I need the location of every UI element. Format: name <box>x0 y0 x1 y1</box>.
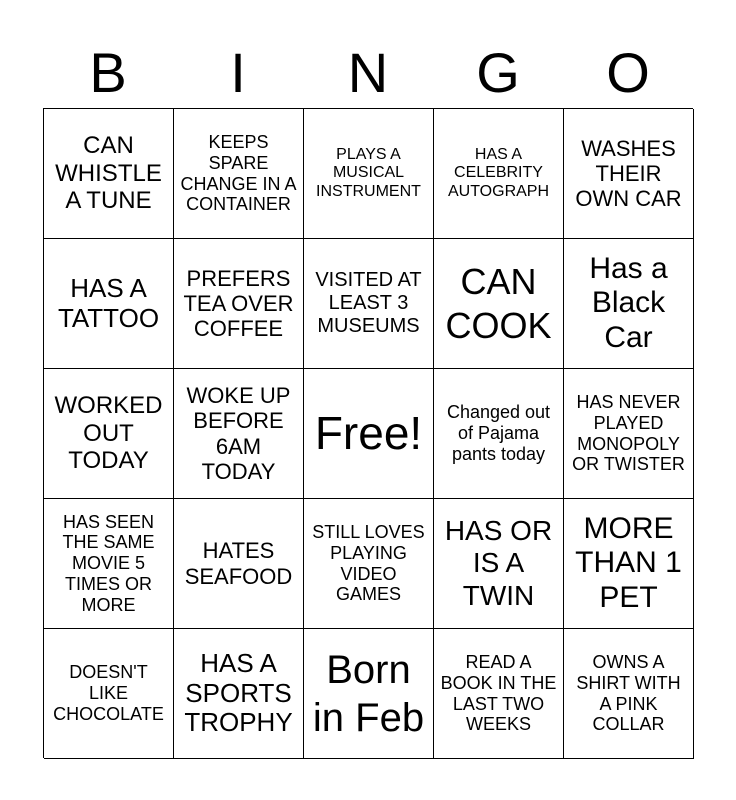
cell-text: WASHES THEIR OWN CAR <box>575 135 682 212</box>
bingo-cell[interactable] <box>564 629 694 759</box>
cell-text: HAS NEVER PLAYED MONOPOLY OR TWISTER <box>572 392 685 475</box>
cell-text: OWNS A SHIRT WITH A PINK COLLAR <box>576 652 681 735</box>
cell-text: HAS OR IS A TWIN <box>444 515 553 611</box>
bingo-cell[interactable] <box>304 629 434 759</box>
bingo-cell[interactable] <box>434 499 564 629</box>
cell-text: STILL LOVES PLAYING VIDEO GAMES <box>312 522 425 605</box>
bingo-cell[interactable] <box>174 239 304 369</box>
bingo-cell[interactable] <box>174 109 304 239</box>
bingo-cell[interactable] <box>434 629 564 759</box>
cell-text: KEEPS SPARE CHANGE IN A CONTAINER <box>180 132 297 215</box>
cell-text: Changed out of Pajama pants today <box>446 402 551 464</box>
bingo-cell[interactable] <box>434 239 564 369</box>
header-letter-n: N <box>347 41 389 104</box>
bingo-cell[interactable] <box>434 369 564 499</box>
bingo-cell[interactable] <box>174 629 304 759</box>
cell-text: HAS A TATTOO <box>57 272 160 333</box>
bingo-cell[interactable] <box>564 239 694 369</box>
bingo-cell[interactable] <box>564 499 694 629</box>
cell-text: VISITED AT LEAST 3 MUSEUMS <box>315 269 422 337</box>
bingo-cell[interactable] <box>304 239 434 369</box>
cell-text: Has a Black Car <box>589 251 668 354</box>
header-letter-i: I <box>230 41 246 104</box>
cell-text: CAN WHISTLE A TUNE <box>55 132 162 215</box>
cell-text: HAS A SPORTS TROPHY <box>184 647 293 738</box>
bingo-cell[interactable] <box>564 109 694 239</box>
bingo-card-grid <box>43 108 693 758</box>
bingo-cell[interactable] <box>174 499 304 629</box>
bingo-cell[interactable] <box>434 109 564 239</box>
bingo-cell[interactable] <box>44 369 174 499</box>
cell-text: HAS A CELEBRITY AUTOGRAPH <box>447 145 550 200</box>
bingo-header <box>43 40 693 106</box>
bingo-cell[interactable] <box>304 109 434 239</box>
free-space-text: Free! <box>314 407 423 460</box>
bingo-cell[interactable] <box>44 629 174 759</box>
bingo-cell[interactable] <box>174 369 304 499</box>
header-letter-o: O <box>606 41 650 104</box>
cell-text: WORKED OUT TODAY <box>54 392 163 475</box>
bingo-cell[interactable] <box>304 499 434 629</box>
bingo-cell[interactable] <box>44 239 174 369</box>
bingo-cell[interactable] <box>44 109 174 239</box>
cell-text: WOKE UP BEFORE 6AM TODAY <box>186 382 291 484</box>
free-space-cell[interactable] <box>304 369 434 499</box>
cell-text: CAN COOK <box>445 261 552 346</box>
cell-text: DOESN'T LIKE CHOCOLATE <box>53 662 164 724</box>
header-letter-b: B <box>89 41 127 104</box>
cell-text: HATES SEAFOOD <box>184 538 293 589</box>
cell-text: HAS SEEN THE SAME MOVIE 5 TIMES OR MORE <box>62 511 155 615</box>
cell-text: Born in Feb <box>312 647 425 740</box>
cell-text: PLAYS A MUSICAL INSTRUMENT <box>316 145 421 200</box>
bingo-cell[interactable] <box>564 369 694 499</box>
bingo-cell[interactable] <box>44 499 174 629</box>
header-letter-g: G <box>476 41 520 104</box>
cell-text: READ A BOOK IN THE LAST TWO WEEKS <box>440 652 557 735</box>
cell-text: MORE THAN 1 PET <box>575 511 682 614</box>
cell-text: PREFERS TEA OVER COFFEE <box>183 265 294 342</box>
